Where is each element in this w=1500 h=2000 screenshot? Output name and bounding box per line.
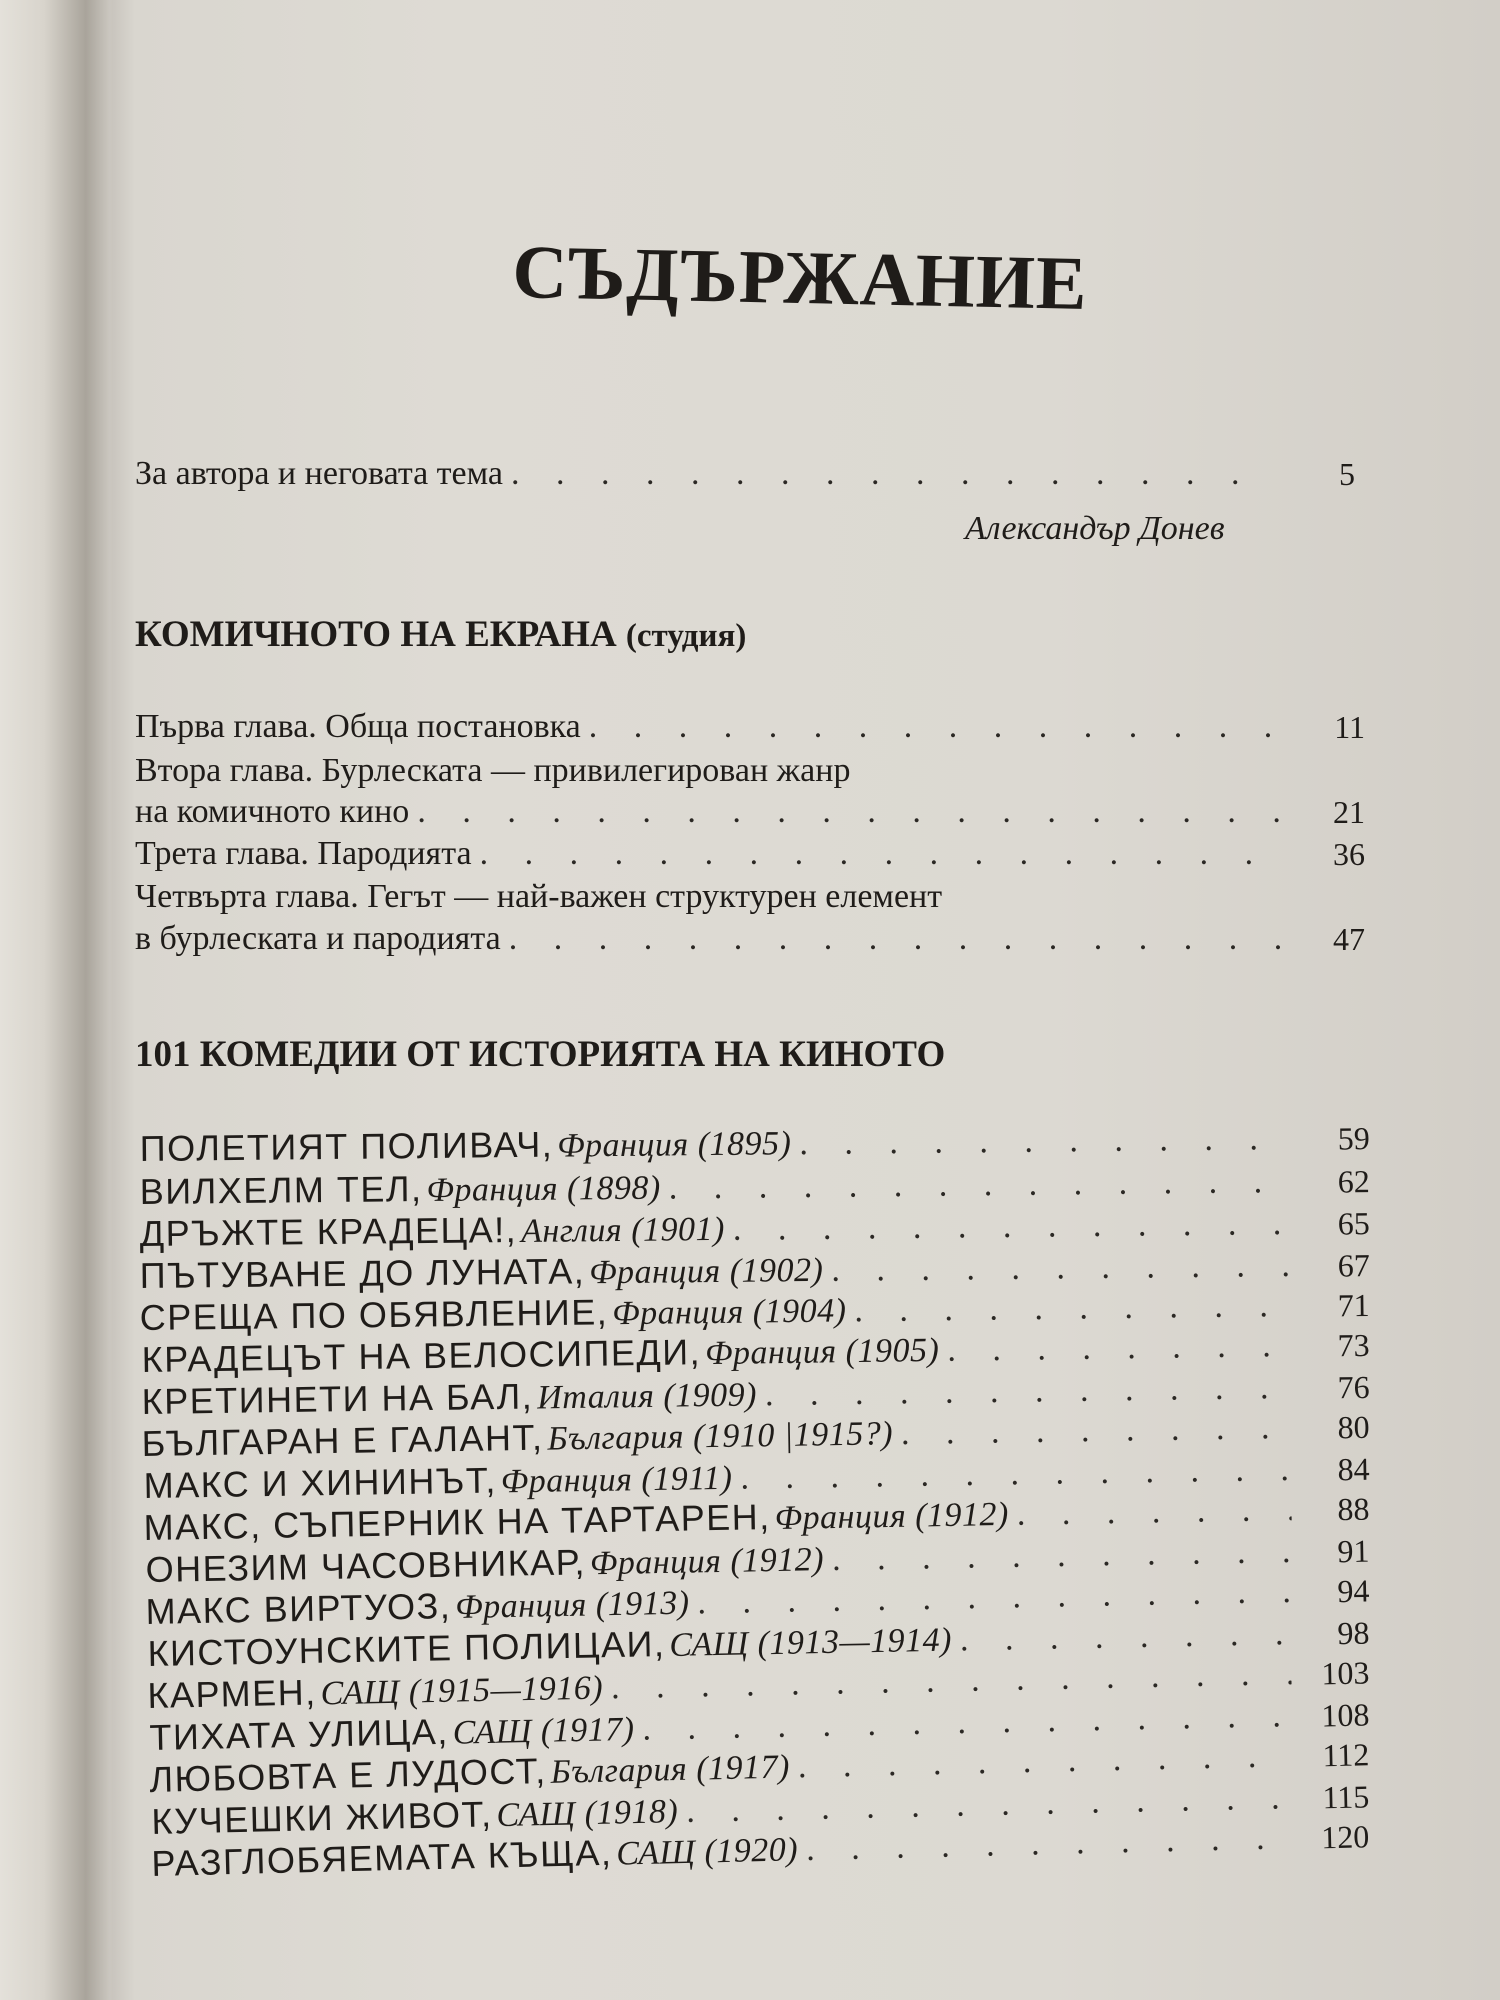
toc-page-number: 59	[1337, 1120, 1370, 1157]
toc-entry-label: Четвърта глава. Гегът — най-важен структурен елемент	[135, 878, 943, 915]
film-country-year: Франция (1912)	[774, 1495, 1010, 1537]
toc-page-number: 108	[1320, 1696, 1370, 1734]
film-title: КРАДЕЦЪТ НА ВЕЛОСИПЕДИ,	[141, 1331, 702, 1381]
film-country-year: САЩ (1918)	[496, 1793, 679, 1835]
toc-page-number: 91	[1337, 1532, 1370, 1570]
toc-page-number: 36	[1333, 836, 1365, 872]
film-country-year: Англия (1901)	[520, 1210, 726, 1251]
leader-dots	[1017, 1491, 1292, 1534]
film-title: СРЕЩА ПО ОБЯВЛЕНИЕ,	[139, 1291, 609, 1339]
toc-entry-label: Трета глава. Пародията	[135, 835, 472, 872]
film-country-year: Франция (1902)	[589, 1251, 824, 1292]
toc-entry-label: Втора глава. Бурлеската — привилегирован жанр	[135, 752, 851, 789]
film-country-year: САЩ (1917)	[452, 1710, 635, 1752]
film-title: МАКС ВИРТУОЗ,	[145, 1585, 452, 1633]
toc-page-number: 115	[1322, 1778, 1370, 1816]
toc-page-number: 67	[1337, 1247, 1370, 1284]
toc-entry-line	[135, 752, 1365, 790]
film-country-year: България (1917)	[550, 1748, 791, 1791]
leader-dots	[511, 455, 1277, 493]
toc-page-number: 94	[1337, 1572, 1370, 1610]
film-country-year: Италия (1909)	[536, 1376, 758, 1417]
toc-page-number: 5	[1339, 456, 1355, 492]
leader-dots	[901, 1409, 1292, 1453]
film-country-year: САЩ (1920)	[615, 1831, 799, 1873]
film-country-year: Франция (1898)	[426, 1169, 661, 1209]
page-title: СЪДЪРЖАНИЕ	[511, 229, 1089, 327]
film-title: КАРМЕН,	[147, 1671, 318, 1717]
toc-page-number: 21	[1333, 794, 1365, 830]
leader-dots	[799, 1120, 1292, 1163]
section-title: 101 КОМЕДИИ ОТ ИСТОРИЯТА НА КИНОТО	[135, 1034, 946, 1075]
toc-entry	[135, 920, 1365, 958]
toc-entry	[135, 708, 1365, 746]
section-title: КОМИЧНОТО НА ЕКРАНА	[135, 614, 617, 655]
toc-page-number: 47	[1333, 921, 1365, 957]
film-title: РАЗГЛОБЯЕМАТА КЪЩА,	[150, 1831, 613, 1885]
toc-entry-line	[135, 878, 1365, 916]
film-title: ТИХАТА УЛИЦА,	[149, 1710, 450, 1759]
toc-page-number: 103	[1320, 1654, 1370, 1692]
leader-dots	[733, 1205, 1292, 1249]
film-country-year: Франция (1912)	[589, 1541, 825, 1583]
toc-page-number: 80	[1337, 1408, 1370, 1446]
toc-page-number: 71	[1337, 1286, 1370, 1324]
film-title: КИСТОУНСКИТЕ ПОЛИЦАИ,	[147, 1623, 666, 1675]
toc-page-number: 112	[1322, 1736, 1370, 1774]
film-title: ПОЛЕТИЯТ ПОЛИВАЧ,	[139, 1123, 554, 1169]
film-country-year: САЩ (1913—1914)	[669, 1621, 953, 1664]
film-title: ПЪТУВАНЕ ДО ЛУНАТА,	[139, 1250, 586, 1296]
toc-entry-label: Първа глава. Обща постановка	[135, 708, 581, 745]
toc-page-number: 11	[1334, 709, 1365, 745]
film-title: ЛЮБОВТА Е ЛУДОСТ,	[149, 1749, 548, 1801]
toc-entry-intro	[135, 455, 1355, 493]
toc-page-number: 88	[1337, 1490, 1370, 1528]
toc-page-number: 73	[1337, 1326, 1370, 1364]
film-country-year: САЩ (1915—1916)	[320, 1669, 604, 1713]
author-name: Александър Донев	[965, 510, 1225, 547]
leader-dots	[589, 708, 1287, 746]
leader-dots	[947, 1327, 1292, 1370]
film-title: МАКС, СЪПЕРНИК НА ТАРТАРЕН,	[143, 1496, 772, 1549]
contents-page	[110, 0, 1500, 2000]
toc-page-number: 65	[1337, 1205, 1370, 1242]
section-heading-comic	[135, 613, 746, 656]
film-country-year: Франция (1913)	[454, 1584, 690, 1627]
leader-dots	[509, 920, 1287, 958]
book-gutter	[0, 0, 110, 2000]
toc-page-number: 62	[1337, 1163, 1370, 1200]
film-country-year: Франция (1895)	[557, 1125, 792, 1165]
film-country-year: Франция (1904)	[612, 1292, 847, 1333]
leader-dots	[417, 793, 1287, 831]
film-title: МАКС И ХИНИНЪТ,	[143, 1459, 498, 1507]
film-title: ВИЛХЕЛМ ТЕЛ,	[139, 1168, 423, 1212]
toc-page-number: 84	[1337, 1450, 1370, 1488]
toc-entry-label: За автора и неговата тема	[135, 455, 504, 492]
toc-page-number: 120	[1320, 1818, 1370, 1856]
film-title: ОНЕЗИМ ЧАСОВНИКАР,	[145, 1541, 587, 1591]
toc-page-number: 98	[1337, 1614, 1370, 1652]
leader-dots	[669, 1163, 1292, 1208]
film-title: КУЧЕШКИ ЖИВОТ,	[151, 1793, 493, 1843]
film-country-year: Франция (1905)	[704, 1331, 940, 1373]
section-subtitle: (студия)	[625, 618, 747, 654]
toc-entry	[135, 793, 1365, 831]
leader-dots	[480, 835, 1287, 873]
toc-entry-label: на комичното кино	[135, 793, 410, 830]
section-heading-films	[135, 1033, 945, 1076]
film-title: БЪЛГАРАН Е ГАЛАНТ,	[141, 1416, 544, 1465]
toc-entry	[135, 835, 1365, 873]
film-country-year: Франция (1911)	[500, 1459, 733, 1501]
toc-page-number: 76	[1337, 1368, 1370, 1406]
film-country-year: България (1910 |1915?)	[547, 1415, 894, 1458]
film-title: ДРЪЖТЕ КРАДЕЦА!,	[139, 1209, 518, 1254]
toc-entry-label: в бурлеската и пародията	[135, 920, 501, 957]
film-title: КРЕТИНЕТИ НА БАЛ,	[141, 1375, 534, 1423]
leader-dots	[806, 1819, 1292, 1869]
